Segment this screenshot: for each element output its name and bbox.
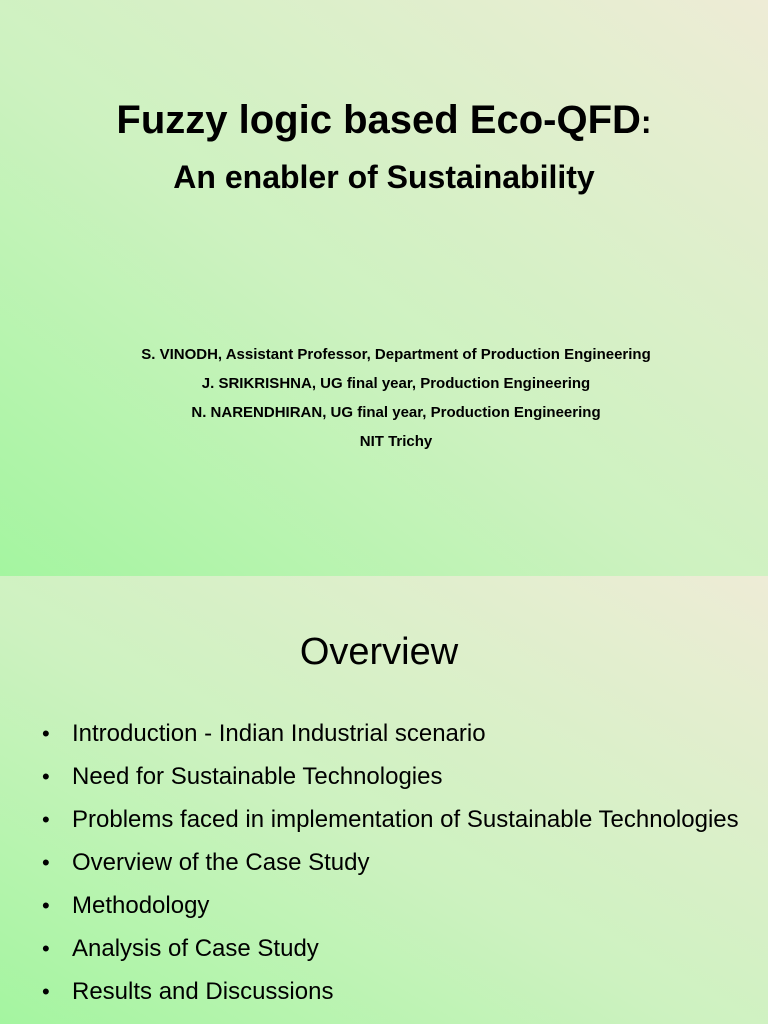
bullet-item bbox=[40, 759, 740, 795]
overview-slide bbox=[0, 576, 768, 1024]
author-line: S. VINODH, Assistant Professor, Department of Production Engineering bbox=[141, 346, 651, 363]
bullet-icon: • bbox=[42, 850, 50, 875]
slide-title-colon: : bbox=[640, 104, 652, 140]
slide-subtitle: An enabler of Sustainability bbox=[173, 159, 595, 195]
bullet-icon: • bbox=[42, 936, 50, 961]
bullet-text: Results and Discussions bbox=[72, 978, 334, 1005]
bullet-item bbox=[40, 802, 740, 838]
bullet-text: Analysis of Case Study bbox=[72, 935, 319, 962]
bullet-item bbox=[40, 888, 740, 924]
bullet-icon: • bbox=[42, 721, 50, 746]
bullet-text: Problems faced in implementation of Sustainable Technologies bbox=[72, 806, 739, 833]
bullet-icon: • bbox=[42, 807, 50, 832]
bullet-item bbox=[40, 931, 740, 967]
bullet-text: Overview of the Case Study bbox=[72, 849, 370, 876]
slide-title-text: Fuzzy logic based Eco-QFD bbox=[116, 98, 641, 142]
bullet-text: Methodology bbox=[72, 892, 210, 919]
bullet-icon: • bbox=[42, 893, 50, 918]
bullet-icon: • bbox=[42, 764, 50, 789]
bullet-item bbox=[40, 974, 740, 1010]
author-line: N. NARENDHIRAN, UG final year, Production Engineering bbox=[191, 404, 601, 421]
slide-title bbox=[0, 92, 768, 150]
author-line: J. SRIKRISHNA, UG final year, Production Engineering bbox=[201, 375, 591, 392]
institution-line: NIT Trichy bbox=[359, 433, 433, 450]
overview-title: Overview bbox=[299, 631, 459, 673]
author-list bbox=[24, 340, 768, 456]
overview-bullet-list bbox=[40, 716, 740, 1017]
bullet-text: Introduction - Indian Industrial scenario bbox=[72, 720, 486, 747]
bullet-text: Need for Sustainable Technologies bbox=[72, 763, 443, 790]
bullet-item bbox=[40, 845, 740, 881]
bullet-item bbox=[40, 716, 740, 752]
bullet-icon: • bbox=[42, 979, 50, 1004]
